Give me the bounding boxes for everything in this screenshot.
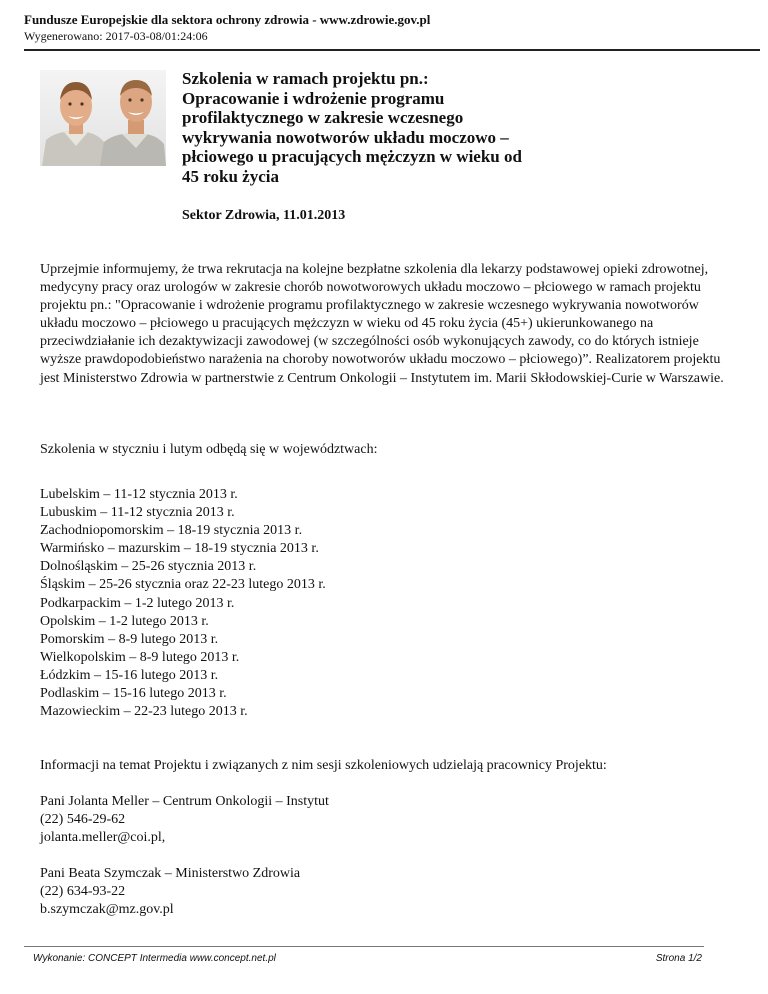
list-item: Podlaskim – 15-16 lutego 2013 r. — [40, 686, 227, 702]
page-number: Strona 1/2 — [655, 953, 702, 964]
regions-list — [40, 486, 326, 721]
contact-phone: (22) 634-93-22 — [40, 884, 126, 900]
header-divider — [24, 49, 760, 51]
list-item: Warmińsko – mazurskim – 18-19 stycznia 2013 r. — [40, 541, 319, 557]
article-intro-paragraph: Uprzejmie informujemy, że trwa rekrutacja na kolejne bezpłatne szkolenia dla lekarzy podstawowej opieki zdrowotnej, medycyny pracy oraz urologów w zakresie chorób nowotworowych układu moczowo – płciowego w ramach projektu projektu pn.: "Opracowanie i wdrożenie programu profilaktycznego w zakresie wczesnego wykrywania nowotworów układu moczowo – płciowego u pracujących mężczyzn w wieku od 45 roku życia (45+) ukierunkowanego na przeciwdziałanie ich dezaktywizacji zawodowej (w szczególności osób wykonujących zawody, co do których istnieje wyższe prawdopodobieństwo narażenia na choroby nowotworów układu moczowo – płciowego)”. Realizatorem projektu jest Ministerstwo Zdrowia w partnerstwie z Centrum Onkologii – Instytutem im. Marii Skłodowskiej-Curie w Warszawie. — [40, 262, 724, 386]
list-item: Łódzkim – 15-16 lutego 2013 r. — [40, 667, 219, 683]
generated-timestamp: Wygenerowano: 2017-03-08/01:24:06 — [24, 29, 208, 43]
list-item: Dolnośląskim – 25-26 stycznia 2013 r. — [40, 559, 257, 575]
list-item: Mazowieckim – 22-23 lutego 2013 r. — [40, 704, 248, 720]
contact-phone: (22) 546-29-62 — [40, 812, 126, 828]
contact-email: b.szymczak@mz.gov.pl — [40, 902, 174, 918]
document-header — [24, 12, 744, 44]
list-item: Lubuskim – 11-12 stycznia 2013 r. — [40, 505, 235, 521]
two-men-photo-image — [40, 70, 166, 166]
list-item: Pomorskim – 8-9 lutego 2013 r. — [40, 631, 219, 647]
list-item: Śląskim – 25-26 stycznia oraz 22-23 lutego 2013 r. — [40, 577, 326, 593]
contact-name: Pani Jolanta Meller – Centrum Onkologii – Instytut — [40, 794, 329, 809]
list-item: Wielkopolskim – 8-9 lutego 2013 r. — [40, 649, 240, 665]
contact-name: Pani Beata Szymczak – Ministerstwo Zdrowia — [40, 866, 301, 881]
list-item: Zachodniopomorskim – 18-19 stycznia 2013 r. — [40, 523, 303, 539]
footer-divider — [24, 946, 704, 947]
footer-credit: Wykonanie: CONCEPT Intermedia www.concept.net.pl — [33, 953, 276, 964]
article-title: Szkolenia w ramach projektu pn.: Opracowanie i wdrożenie programu profilaktycznego w zakresie wczesnego wykrywania nowotworów układu moczowo – płciowego u pracujących mężczyzn w wieku od 45 roku życia — [182, 69, 522, 186]
article-photo — [40, 70, 166, 166]
header-title: Fundusze Europejskie dla sektora ochrony zdrowia - www.zdrowie.gov.pl — [24, 12, 431, 27]
list-item: Opolskim – 1-2 lutego 2013 r. — [40, 613, 209, 629]
contact-block-meller — [40, 793, 329, 847]
article-meta: Sektor Zdrowia, 11.01.2013 — [182, 208, 346, 223]
contact-email: jolanta.meller@coi.pl, — [40, 830, 166, 846]
contact-block-szymczak — [40, 865, 300, 919]
contact-info-paragraph: Informacji na temat Projektu i związanych z nim sesji szkoleniowych udzielają pracownicy Projektu: — [40, 758, 607, 773]
regions-lead-paragraph: Szkolenia w styczniu i lutym odbędą się w województwach: — [40, 442, 378, 457]
list-item: Podkarpackim – 1-2 lutego 2013 r. — [40, 595, 235, 611]
list-item: Lubelskim – 11-12 stycznia 2013 r. — [40, 487, 238, 502]
